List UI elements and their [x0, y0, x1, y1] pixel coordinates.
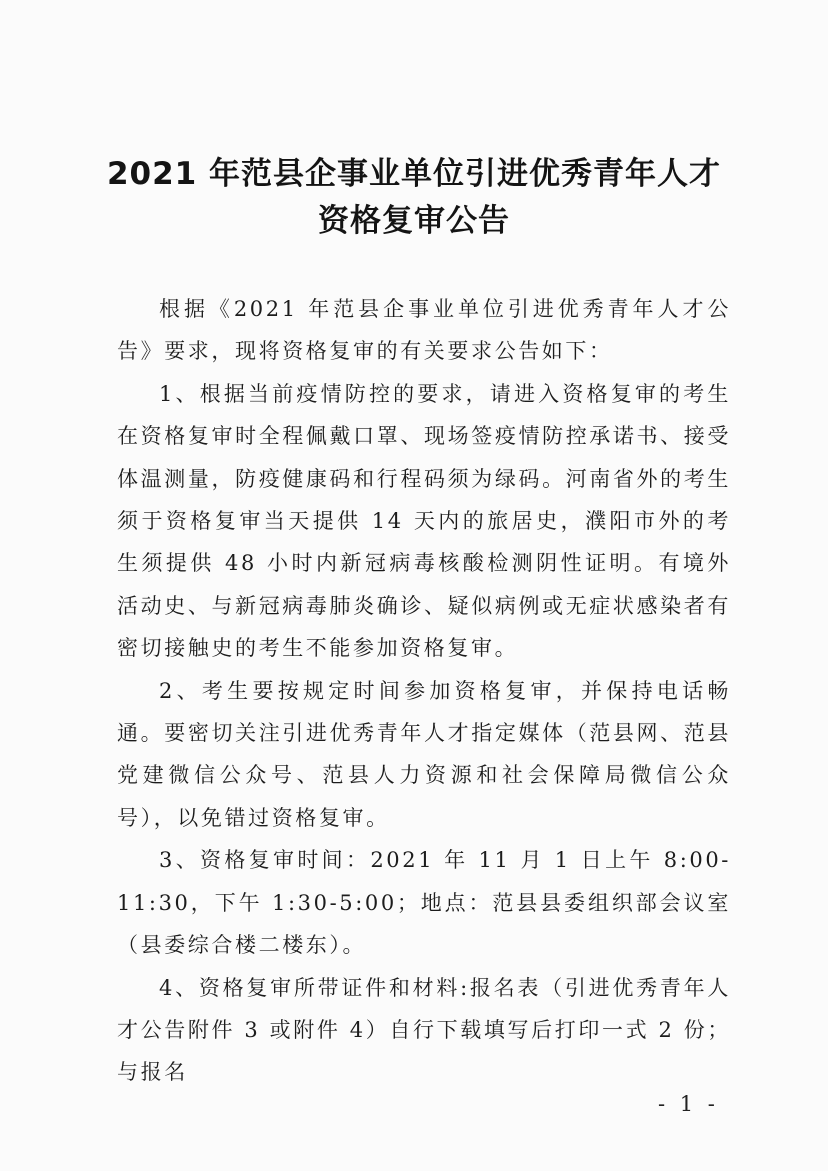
item-2-paragraph: 2、考生要按规定时间参加资格复审，并保持电话畅通。要密切关注引进优秀青年人才指定媒体（范县网、范县党建微信公众号、范县人力资源和社会保障局微信公众号），以免错过资格复审。 [117, 678, 731, 830]
document-title-line-2: 资格复审公告 [318, 203, 510, 239]
page-number: - 1 - [658, 1092, 719, 1116]
document-title-line-1: 2021 年范县企事业单位引进优秀青年人才 [106, 156, 722, 192]
item-4-paragraph: 4、资格复审所带证件和材料:报名表（引进优秀青年人才公告附件 3 或附件 4）自行下载填写后打印一式 2 份；与报名 [117, 975, 731, 1085]
document-body [117, 288, 731, 1094]
item-3-paragraph: 3、资格复审时间：2021 年 11 月 1 日上午 8:00-11:30，下午 1:30-5:00；地点：范县县委组织部会议室（县委综合楼二楼东）。 [117, 848, 731, 958]
item-1-paragraph: 1、根据当前疫情防控的要求，请进入资格复审的考生在资格复审时全程佩戴口罩、现场签疫情防控承诺书、接受体温测量，防疫健康码和行程码须为绿码。河南省外的考生须于资格复审当天提供 14 天内的旅居史，濮阳市外的考生须提供 48 小时内新冠病毒核酸检测阴性证明。有境外活动史、与新冠病毒肺炎确诊、疑似病例或无症状感染者有密切接触史的考生不能参加资格复审。 [117, 381, 731, 661]
intro-paragraph: 根据《2021 年范县企事业单位引进优秀青年人才公告》要求，现将资格复审的有关要求公告如下： [117, 297, 731, 364]
